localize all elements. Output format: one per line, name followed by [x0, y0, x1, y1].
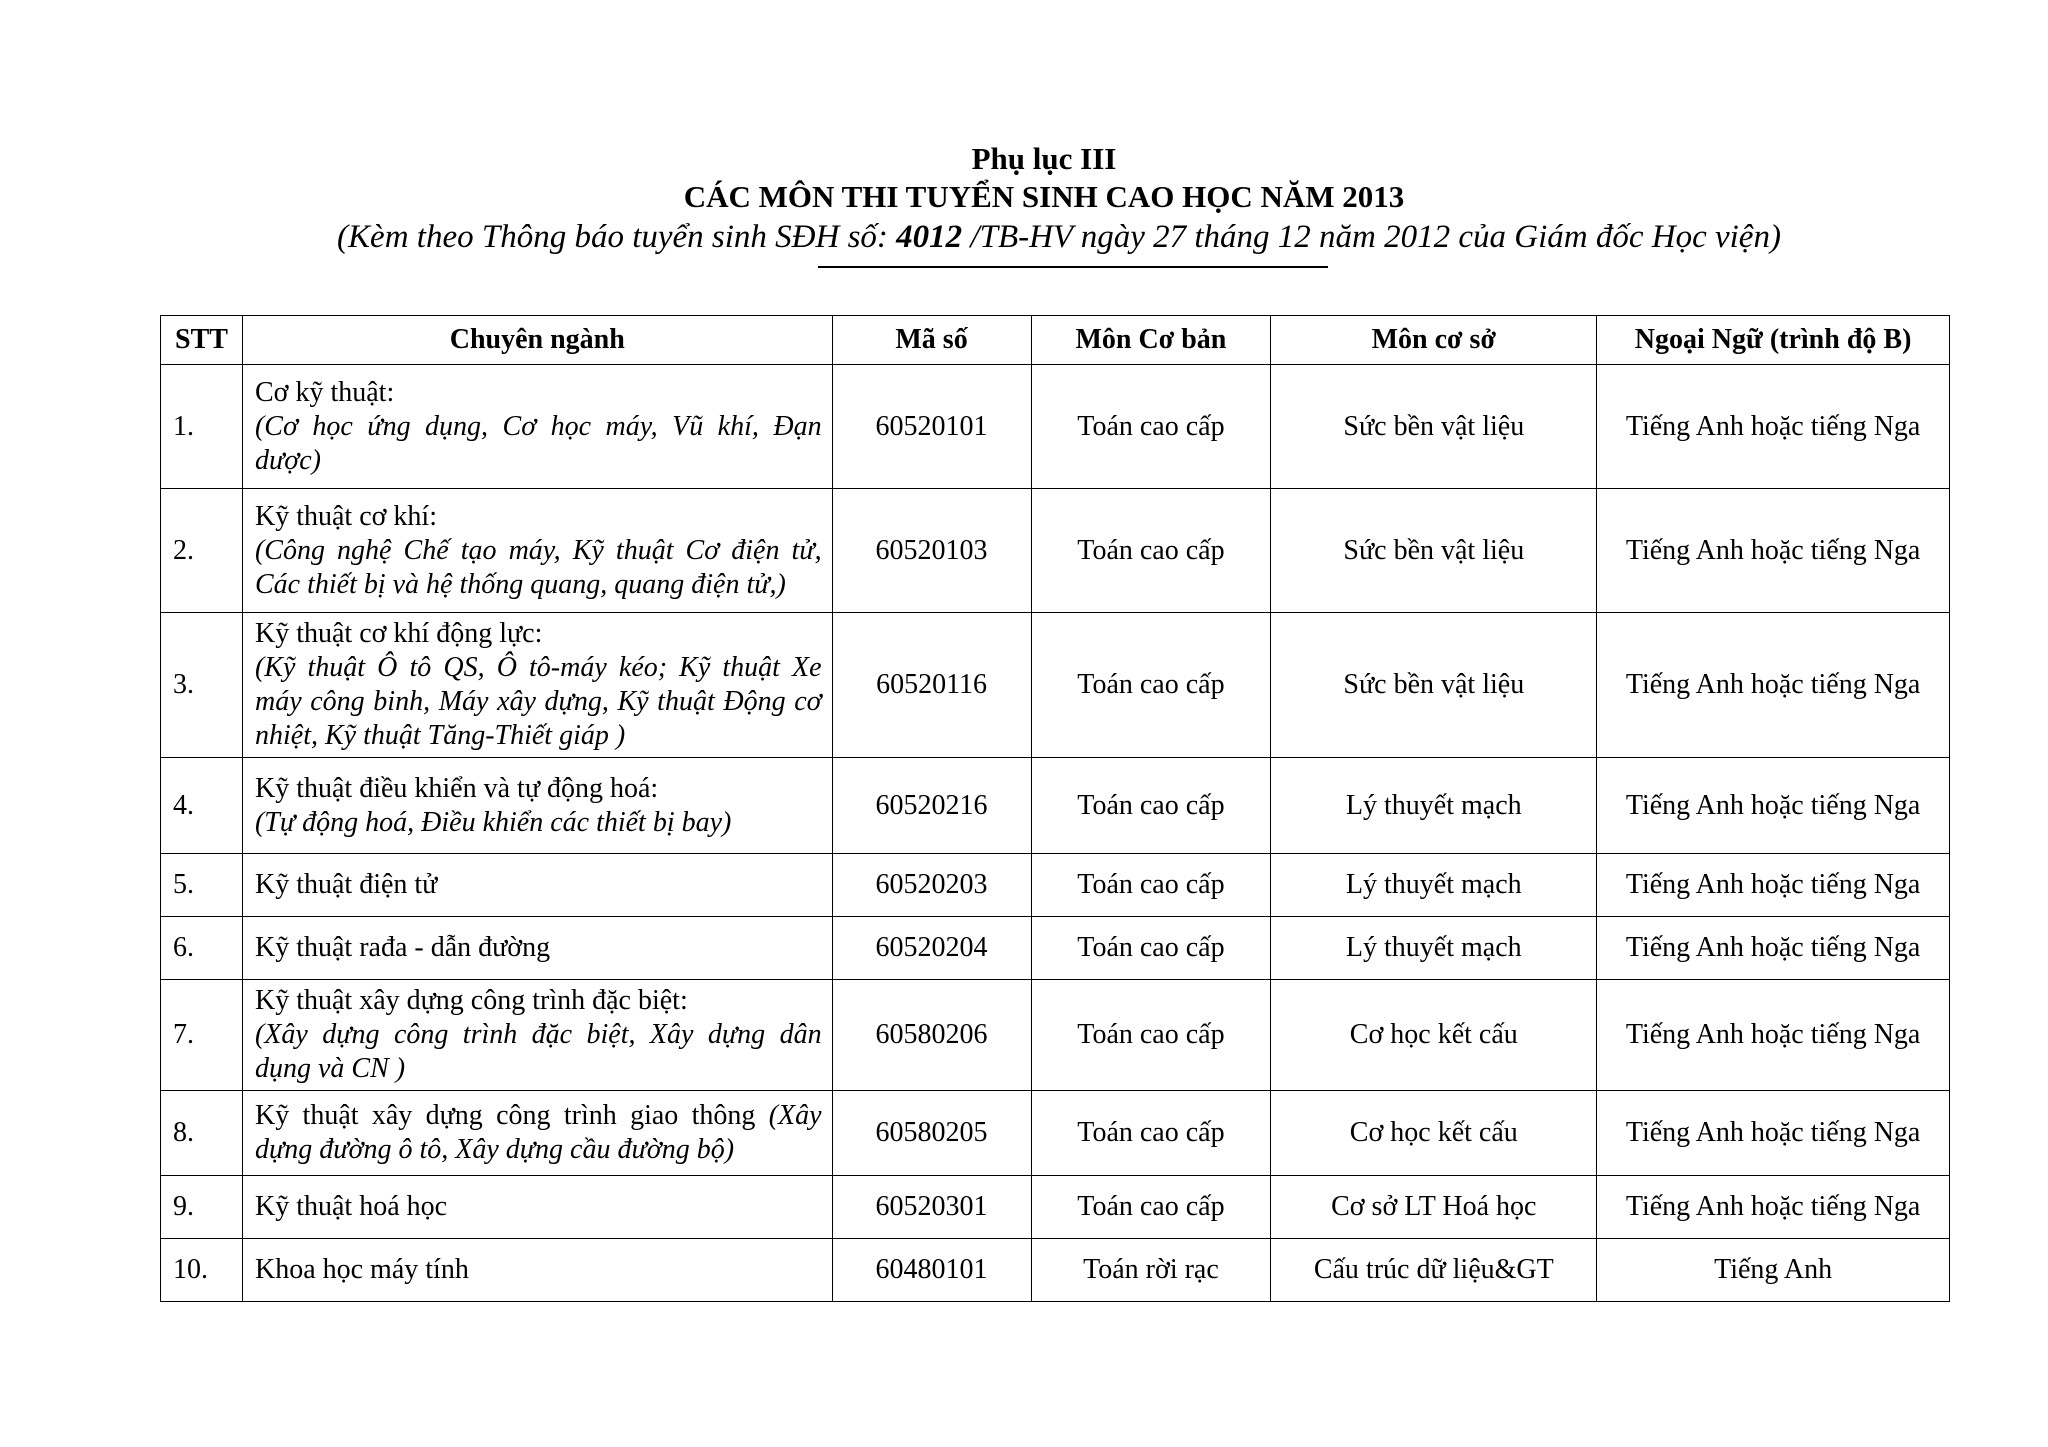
major-name: Kỹ thuật cơ khí động lực: [254, 618, 543, 649]
subtitle-part-a: (Kèm theo Thông báo tuyển sinh SĐH số: [337, 219, 897, 255]
header-basic-subject: Môn Cơ bản [1031, 316, 1271, 365]
row-basic-subject: Toán cao cấp [1031, 489, 1271, 613]
row-basic-subject: Toán cao cấp [1031, 613, 1271, 758]
row-language: Tiếng Anh [1597, 1239, 1950, 1302]
row-major [242, 1091, 832, 1176]
row-language: Tiếng Anh hoặc tiếng Nga [1597, 1091, 1950, 1176]
row-stt: 5. [161, 854, 243, 917]
row-major: Kỹ thuật rađa - dẫn đường [242, 917, 832, 980]
row-basic-subject: Toán cao cấp [1031, 917, 1271, 980]
row-base-subject: Sức bền vật liệu [1271, 489, 1597, 613]
row-major: Kỹ thuật hoá học [242, 1176, 832, 1239]
row-base-subject: Lý thuyết mạch [1271, 917, 1597, 980]
row-code: 60480101 [832, 1239, 1031, 1302]
row-base-subject: Sức bền vật liệu [1271, 613, 1597, 758]
row-code: 60520101 [832, 365, 1031, 489]
row-major: Kỹ thuật điện tử [242, 854, 832, 917]
row-basic-subject: Toán rời rạc [1031, 1239, 1271, 1302]
row-code: 60580206 [832, 980, 1031, 1091]
table-row [161, 1091, 1950, 1176]
header-language: Ngoại Ngữ (trình độ B) [1597, 316, 1950, 365]
row-language: Tiếng Anh hoặc tiếng Nga [1597, 489, 1950, 613]
row-base-subject: Sức bền vật liệu [1271, 365, 1597, 489]
row-language: Tiếng Anh hoặc tiếng Nga [1597, 365, 1950, 489]
major-specializations: (Xây dựng công trình đặc biệt, Xây dựng dân dụng và CN ) [254, 1019, 822, 1084]
row-stt: 6. [161, 917, 243, 980]
table-row [161, 854, 1950, 917]
major-specializations: (Kỹ thuật Ô tô QS, Ô tô-máy kéo; Kỹ thuật Xe máy công binh, Máy xây dựng, Kỹ thuật Động cơ nhiệt, Kỹ thuật Tăng-Thiết giáp ) [254, 652, 822, 751]
table-header-row [161, 316, 1950, 365]
row-base-subject: Lý thuyết mạch [1271, 854, 1597, 917]
row-base-subject: Lý thuyết mạch [1271, 758, 1597, 854]
row-stt: 2. [161, 489, 243, 613]
table-row [161, 1239, 1950, 1302]
row-major [242, 365, 832, 489]
document-title: CÁC MÔN THI TUYỂN SINH CAO HỌC NĂM 2013 [683, 179, 1405, 214]
header-major: Chuyên ngành [242, 316, 832, 365]
row-language: Tiếng Anh hoặc tiếng Nga [1597, 980, 1950, 1091]
major-name: Kỹ thuật điều khiển và tự động hoá: [254, 772, 659, 804]
table-row [161, 980, 1950, 1091]
row-major [242, 980, 832, 1091]
row-code: 60580205 [832, 1091, 1031, 1176]
row-basic-subject: Toán cao cấp [1031, 1091, 1271, 1176]
row-basic-subject: Toán cao cấp [1031, 854, 1271, 917]
major-specializations: (Cơ học ứng dụng, Cơ học máy, Vũ khí, Đạn dược) [254, 410, 822, 476]
row-stt: 7. [161, 980, 243, 1091]
appendix-title: Phụ lục III [971, 141, 1117, 176]
exam-subjects-table [160, 315, 1950, 1302]
document-header [0, 140, 2048, 258]
row-basic-subject: Toán cao cấp [1031, 980, 1271, 1091]
major-name: Kỹ thuật xây dựng công trình đặc biệt: [254, 985, 688, 1016]
major-specializations: (Công nghệ Chế tạo máy, Kỹ thuật Cơ điện tử, Các thiết bị và hệ thống quang, quang điện tử,) [254, 534, 822, 600]
row-base-subject: Cơ học kết cấu [1271, 980, 1597, 1091]
row-stt: 1. [161, 365, 243, 489]
header-code: Mã số [832, 316, 1031, 365]
header-underline [818, 266, 1328, 268]
row-code: 60520301 [832, 1176, 1031, 1239]
row-code: 60520116 [832, 613, 1031, 758]
row-language: Tiếng Anh hoặc tiếng Nga [1597, 758, 1950, 854]
row-code: 60520203 [832, 854, 1031, 917]
major-name: Kỹ thuật cơ khí: [254, 500, 437, 532]
row-major: Khoa học máy tính [242, 1239, 832, 1302]
row-stt: 4. [161, 758, 243, 854]
header-stt: STT [161, 316, 243, 365]
row-language: Tiếng Anh hoặc tiếng Nga [1597, 613, 1950, 758]
row-major [242, 758, 832, 854]
row-base-subject: Cấu trúc dữ liệu&GT [1271, 1239, 1597, 1302]
row-code: 60520204 [832, 917, 1031, 980]
table-row [161, 365, 1950, 489]
major-specializations: (Tự động hoá, Điều khiển các thiết bị bay) [254, 806, 732, 838]
row-stt: 8. [161, 1091, 243, 1176]
major-name: Kỹ thuật xây dựng công trình giao thông [254, 1100, 769, 1131]
row-basic-subject: Toán cao cấp [1031, 758, 1271, 854]
table-row [161, 489, 1950, 613]
row-language: Tiếng Anh hoặc tiếng Nga [1597, 1176, 1950, 1239]
row-code: 60520103 [832, 489, 1031, 613]
row-stt: 3. [161, 613, 243, 758]
header-base-subject: Môn cơ sở [1271, 316, 1597, 365]
row-stt: 9. [161, 1176, 243, 1239]
row-stt: 10. [161, 1239, 243, 1302]
row-code: 60520216 [832, 758, 1031, 854]
table-row [161, 917, 1950, 980]
major-specializations: (Xây dựng đường ô tô, Xây dựng cầu đường bộ) [254, 1100, 822, 1165]
row-major [242, 489, 832, 613]
row-major [242, 613, 832, 758]
row-language: Tiếng Anh hoặc tiếng Nga [1597, 917, 1950, 980]
row-base-subject: Cơ học kết cấu [1271, 1091, 1597, 1176]
major-name: Cơ kỹ thuật: [254, 376, 395, 408]
row-basic-subject: Toán cao cấp [1031, 1176, 1271, 1239]
row-base-subject: Cơ sở LT Hoá học [1271, 1176, 1597, 1239]
notice-number: 4012 [896, 219, 963, 255]
row-basic-subject: Toán cao cấp [1031, 365, 1271, 489]
table-row [161, 1176, 1950, 1239]
row-language: Tiếng Anh hoặc tiếng Nga [1597, 854, 1950, 917]
table-row [161, 613, 1950, 758]
document-subtitle [70, 216, 2048, 258]
table-row [161, 758, 1950, 854]
subtitle-part-b: /TB-HV ngày 27 tháng 12 năm 2012 của Giám đốc Học viện) [962, 219, 1781, 255]
